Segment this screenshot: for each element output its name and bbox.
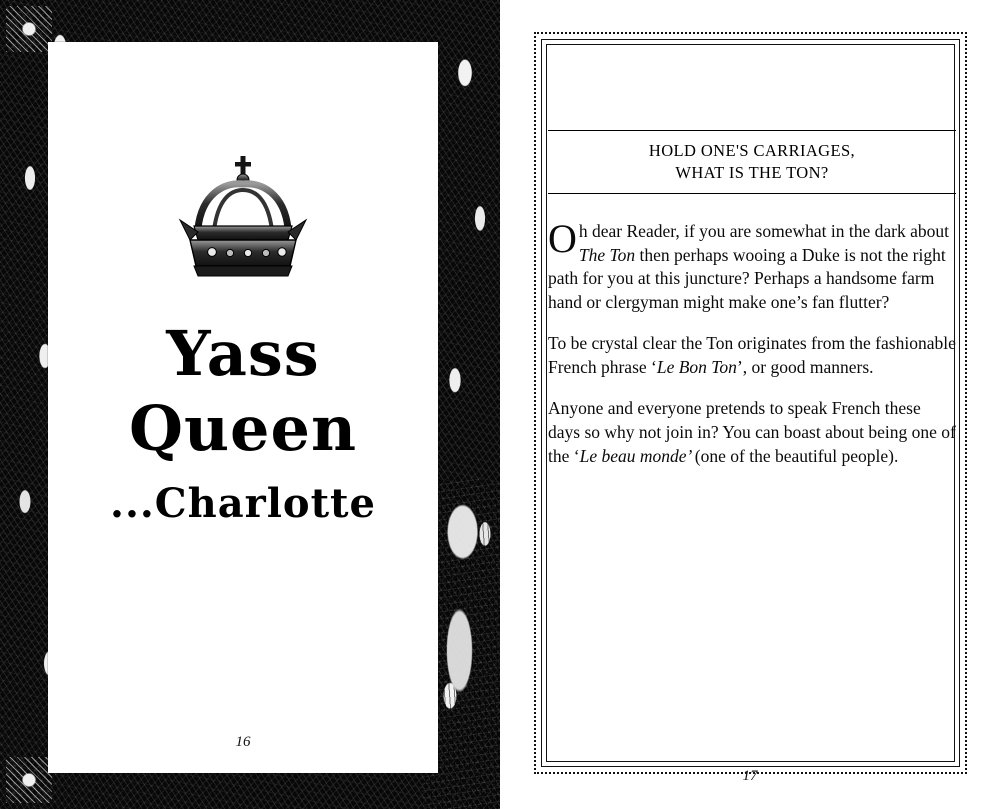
corner-ornament-icon [6,757,52,803]
right-page [500,0,1000,809]
left-page-card [48,42,438,773]
heading-rule-bottom [548,193,956,194]
chapter-heading-line-1: HOLD ONE'S CARRIAGES, [648,141,856,160]
body-text: h dear Reader, if you are somewhat in the dark about [578,220,949,241]
emphasis-text: Le Bon Ton [656,357,737,378]
page-number-right: 17 [742,768,758,784]
chapter-heading [548,131,956,193]
body-text: ’, or good manners. [736,357,874,378]
page-number-left: 16 [235,734,251,750]
body-text: (one of the beautiful people). [694,446,899,467]
corner-ornament-icon [6,6,52,52]
title-line-1: Yass [166,317,320,390]
chapter-heading-line-2: WHAT IS THE TON? [675,163,829,183]
body-text: then perhaps wooing a Duke is not the right path for you at this juncture? Perhaps a handsome farm hand or clergyman might make one’s fan flutter? [548,244,946,313]
title-line-3: ...Charlotte [110,479,376,527]
page-title [48,317,438,527]
right-page-content [548,130,956,749]
crown-icon [168,154,318,287]
body-copy [548,215,956,470]
emphasis-text: Le beau monde’ [579,446,695,467]
title-line-2: Queen [128,391,358,465]
body-paragraph [548,332,956,380]
body-paragraph [548,215,956,316]
drop-cap: O [548,215,577,261]
body-paragraph [548,397,956,469]
emphasis-text: The Ton [578,244,636,265]
body-text: To be crystal clear the Ton originates from the fashionable French phrase ‘ [548,333,956,378]
body-text: Anyone and everyone pretends to speak French these days so why not join in? You can boast about being one of the ‘ [548,398,956,467]
